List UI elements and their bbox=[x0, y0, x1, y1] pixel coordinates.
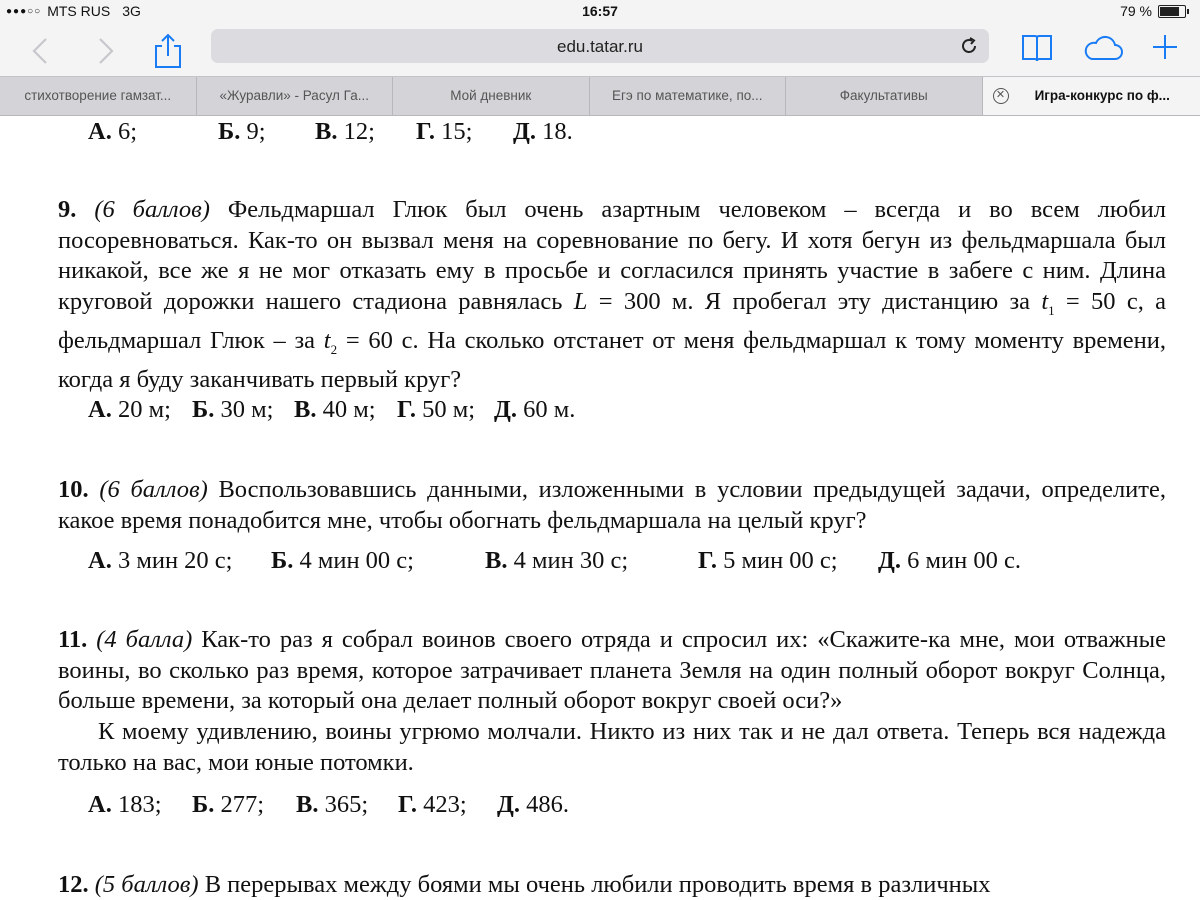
q10-answers bbox=[88, 547, 1021, 575]
browser-toolbar bbox=[0, 24, 1200, 76]
carrier-label: MTS RUS bbox=[47, 3, 111, 19]
answer-option: А. 20 м; bbox=[88, 396, 171, 423]
answer-option: Г. 5 мин 00 с; bbox=[698, 547, 838, 574]
answer-option: Б. 4 мин 00 с; bbox=[271, 547, 414, 574]
share-button[interactable] bbox=[150, 32, 186, 70]
answer-option: А. 3 мин 20 с; bbox=[88, 547, 233, 574]
close-tab-icon[interactable]: ✕ bbox=[993, 88, 1009, 104]
answer-option: Г. 423; bbox=[398, 791, 467, 818]
battery-percent: 79 % bbox=[1120, 3, 1152, 19]
answer-option: Д. 486. bbox=[497, 791, 569, 818]
answer-option: В. 365; bbox=[296, 791, 369, 818]
q11-answers bbox=[88, 791, 569, 819]
answer-option: А. 183; bbox=[88, 791, 162, 818]
cloud-tabs-icon[interactable] bbox=[1082, 34, 1124, 62]
forward-button[interactable] bbox=[88, 34, 122, 68]
back-button[interactable] bbox=[24, 34, 58, 68]
question-12: 12. (5 баллов) В перерывах между боями мы очень любили проводить время в различных bbox=[58, 871, 991, 898]
share-icon bbox=[150, 32, 186, 70]
answer-option: Б. 277; bbox=[192, 791, 265, 818]
network-label: 3G bbox=[122, 3, 141, 19]
reload-icon[interactable] bbox=[959, 36, 979, 56]
url-text: edu.tatar.ru bbox=[556, 37, 643, 56]
question-11: 11. (4 балла) Как-то раз я собрал воинов своего отряда и спросил их: «Скажите-ка мне, мои отважные воины, во сколько раз время, которое затрачивает планета Земля на один полный оборот вокруг Солнца, больше времени, за который она делает полный оборот вокруг своей оси?» bbox=[58, 626, 1167, 714]
answer-option: В. 40 м; bbox=[294, 396, 376, 423]
status-bar bbox=[0, 0, 1200, 24]
q9-answers bbox=[88, 396, 575, 424]
answer-option: Б. 30 м; bbox=[192, 396, 274, 423]
chevron-right-icon bbox=[88, 34, 122, 68]
answer-option: Б. 9; bbox=[218, 118, 266, 145]
battery-level bbox=[1160, 7, 1179, 16]
tab-active-label: Игра-конкурс по ф... bbox=[1034, 88, 1170, 103]
tab-2[interactable]: «Журавли» - Расул Га... bbox=[197, 77, 394, 115]
answer-option: А. 6; bbox=[88, 118, 138, 145]
tab-4[interactable]: Егэ по математике, по... bbox=[590, 77, 787, 115]
bookmarks-icon[interactable] bbox=[1020, 32, 1054, 64]
question-11-continuation: К моему удивлению, воины угрюмо молчали. Никто из них так и не дал ответа. Теперь вся надежда только на вас, мои юные потомки. bbox=[58, 718, 1166, 776]
tab-1[interactable]: стихотворение гамзат... bbox=[0, 77, 197, 115]
answer-option: Г. 50 м; bbox=[397, 396, 476, 423]
answer-option: В. 12; bbox=[315, 118, 375, 145]
tab-5[interactable]: Факультативы bbox=[786, 77, 983, 115]
answer-option: Д. 18. bbox=[513, 118, 573, 145]
document-content bbox=[0, 115, 1200, 900]
tab-bar bbox=[0, 76, 1200, 116]
tab-3[interactable]: Мой дневник bbox=[393, 77, 590, 115]
q8-answers bbox=[88, 118, 573, 146]
tab-active[interactable] bbox=[983, 77, 1200, 115]
address-bar[interactable] bbox=[211, 29, 989, 63]
answer-option: Д. 60 м. bbox=[494, 396, 576, 423]
clock: 16:57 bbox=[582, 3, 618, 19]
answer-option: Г. 15; bbox=[416, 118, 473, 145]
signal-icon: ●●●○○ bbox=[6, 5, 42, 17]
status-right bbox=[1120, 3, 1186, 19]
question-9: 9. (6 баллов) Фельдмаршал Глюк был очень азартным человеком – всегда и во всем любил посоревноваться. Как-то он вызвал меня на соревнование по бегу. И хотя бегун из фельдмаршала был никакой, все же я не мог отказать ему в просьбе и согласился принять участие в забеге с ним. Длина круговой дорожки нашего стадиона равнялась L = 300 м. Я пробегал эту дистанцию за $t_1 = 50$ с, а фельдмаршал Глюк – за $t_2 = 60$ с. На сколько отстанет от меня фельдмаршал к тому моменту времени, когда я буду заканчивать первый круг? bbox=[58, 196, 1167, 394]
chevron-left-icon bbox=[24, 34, 58, 68]
question-10: 10. (6 баллов) Воспользовавшись данными, изложенными в условии предыдущей задачи, определите, какое время понадобится мне, чтобы обогнать фельдмаршала на целый круг? bbox=[58, 476, 1166, 534]
battery-icon bbox=[1158, 5, 1186, 18]
answer-option: Д. 6 мин 00 с. bbox=[878, 547, 1021, 574]
answer-option: В. 4 мин 30 с; bbox=[485, 547, 629, 574]
new-tab-icon[interactable] bbox=[1150, 32, 1180, 62]
